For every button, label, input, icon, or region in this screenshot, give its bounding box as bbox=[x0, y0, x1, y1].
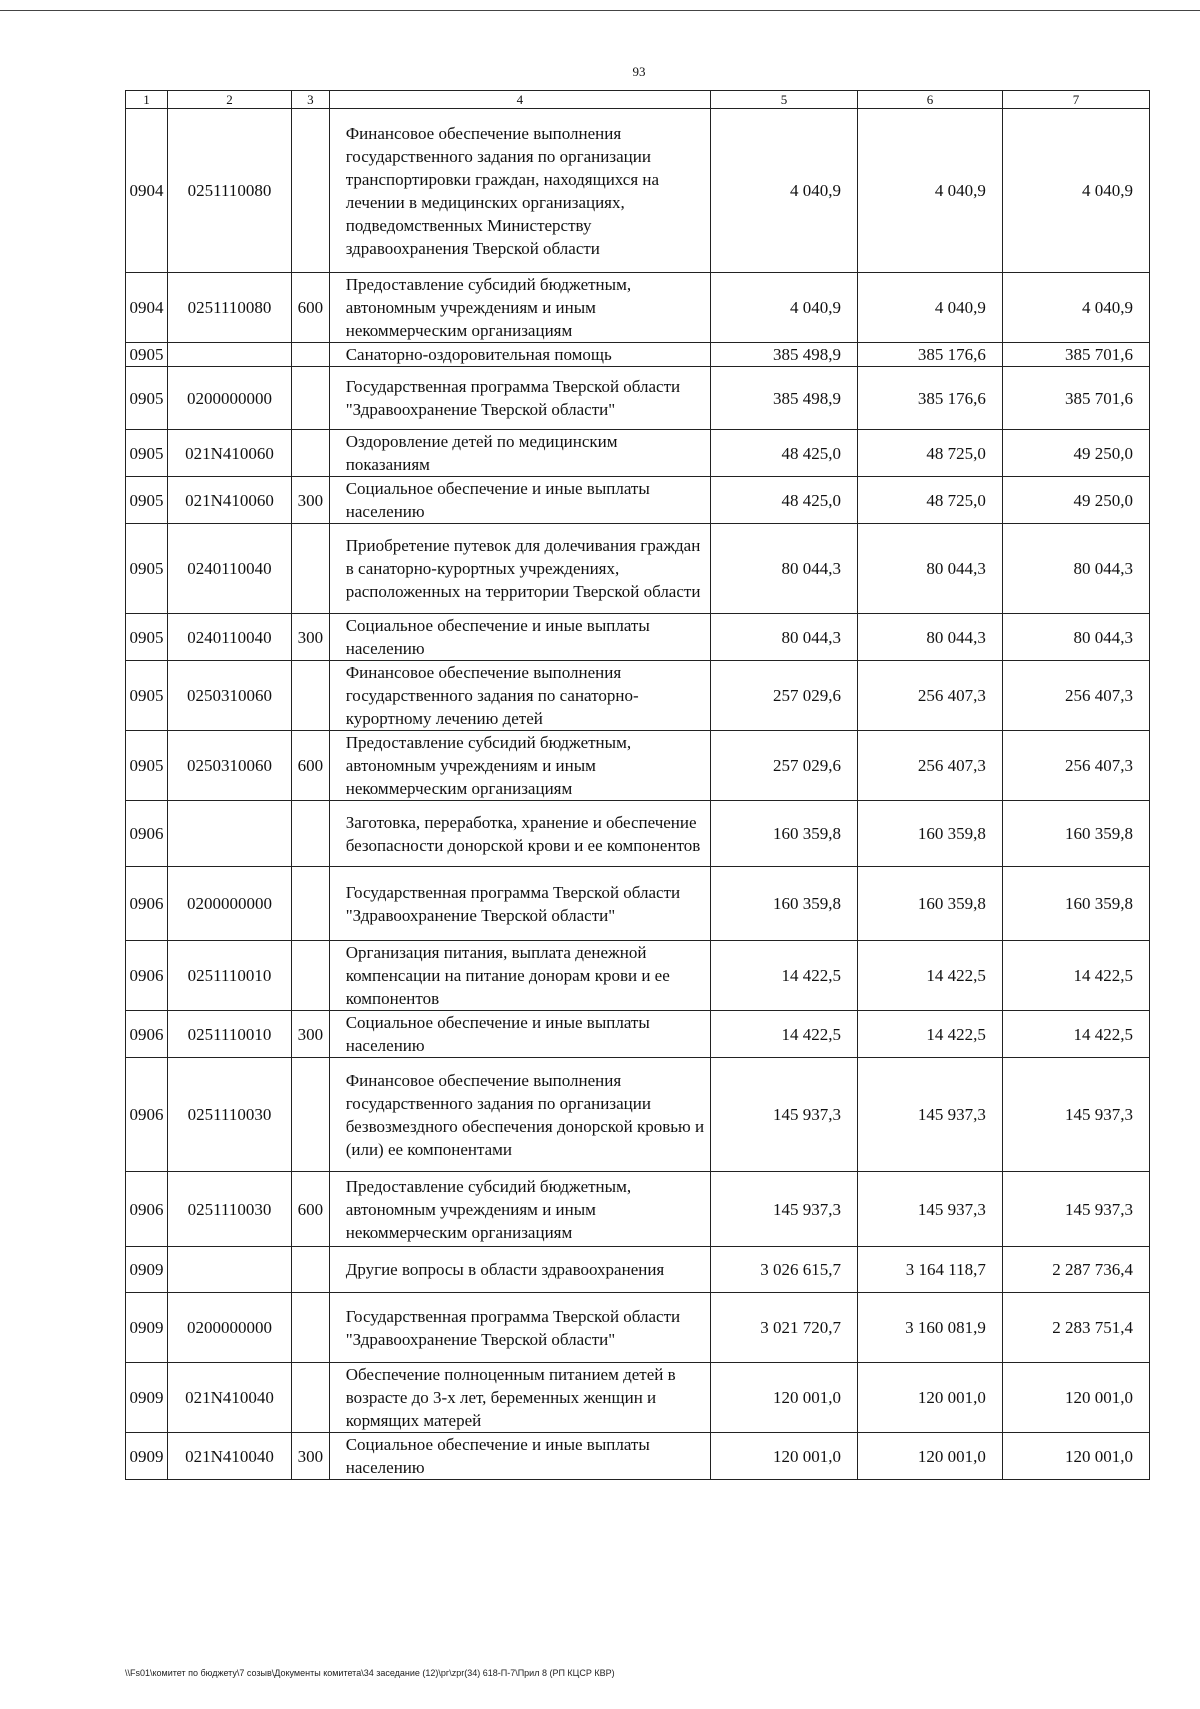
table-row bbox=[126, 1011, 1150, 1058]
cell-v3: 14 422,5 bbox=[1002, 1011, 1149, 1058]
cell-v2: 3 160 081,9 bbox=[857, 1293, 1002, 1363]
cell-v2: 145 937,3 bbox=[857, 1058, 1002, 1172]
cell-type bbox=[291, 367, 329, 430]
cell-type: 600 bbox=[291, 731, 329, 801]
cell-v1: 14 422,5 bbox=[710, 1011, 857, 1058]
cell-type: 300 bbox=[291, 1011, 329, 1058]
cell-v3: 385 701,6 bbox=[1002, 367, 1149, 430]
cell-v1: 145 937,3 bbox=[710, 1172, 857, 1247]
cell-v1: 145 937,3 bbox=[710, 1058, 857, 1172]
cell-section: 0905 bbox=[126, 367, 168, 430]
cell-code: 0250310060 bbox=[168, 731, 292, 801]
cell-name: Социальное обеспечение и иные выплаты населению bbox=[329, 1433, 710, 1480]
cell-section: 0909 bbox=[126, 1293, 168, 1363]
cell-section: 0906 bbox=[126, 1172, 168, 1247]
cell-v1: 80 044,3 bbox=[710, 524, 857, 614]
column-header: 1 bbox=[126, 91, 168, 109]
cell-v1: 3 021 720,7 bbox=[710, 1293, 857, 1363]
page-top-border bbox=[0, 10, 1200, 11]
file-path-footer: \\Fs01\комитет по бюджету\7 созыв\Документы комитета\34 заседание (12)\рг\zpr(34) 618-П-7\Прил 8 (РП КЦСР КВР) bbox=[125, 1668, 615, 1678]
cell-section: 0906 bbox=[126, 801, 168, 867]
cell-v3: 49 250,0 bbox=[1002, 430, 1149, 477]
cell-code: 021N410060 bbox=[168, 477, 292, 524]
cell-code: 0240110040 bbox=[168, 614, 292, 661]
cell-type bbox=[291, 661, 329, 731]
cell-type bbox=[291, 524, 329, 614]
cell-code: 0251110080 bbox=[168, 109, 292, 273]
cell-type bbox=[291, 430, 329, 477]
cell-code: 021N410060 bbox=[168, 430, 292, 477]
cell-v3: 145 937,3 bbox=[1002, 1172, 1149, 1247]
cell-type bbox=[291, 1363, 329, 1433]
cell-v3: 2 283 751,4 bbox=[1002, 1293, 1149, 1363]
cell-v3: 49 250,0 bbox=[1002, 477, 1149, 524]
cell-section: 0909 bbox=[126, 1363, 168, 1433]
cell-v3: 145 937,3 bbox=[1002, 1058, 1149, 1172]
cell-code: 0251110010 bbox=[168, 1011, 292, 1058]
cell-section: 0906 bbox=[126, 867, 168, 941]
cell-code bbox=[168, 801, 292, 867]
column-number-row bbox=[126, 91, 1150, 109]
cell-type bbox=[291, 867, 329, 941]
cell-section: 0909 bbox=[126, 1433, 168, 1480]
table-body bbox=[126, 109, 1150, 1480]
cell-v1: 4 040,9 bbox=[710, 109, 857, 273]
cell-code: 0251110030 bbox=[168, 1058, 292, 1172]
cell-v2: 3 164 118,7 bbox=[857, 1247, 1002, 1293]
cell-name: Заготовка, переработка, хранение и обеспечение безопасности донорской крови и ее компонентов bbox=[329, 801, 710, 867]
cell-v1: 120 001,0 bbox=[710, 1363, 857, 1433]
cell-v2: 48 725,0 bbox=[857, 430, 1002, 477]
cell-v1: 3 026 615,7 bbox=[710, 1247, 857, 1293]
column-header: 3 bbox=[291, 91, 329, 109]
cell-v3: 256 407,3 bbox=[1002, 731, 1149, 801]
table-row bbox=[126, 1058, 1150, 1172]
table-row bbox=[126, 430, 1150, 477]
cell-type bbox=[291, 941, 329, 1011]
budget-table bbox=[125, 90, 1150, 1480]
cell-code: 0251110010 bbox=[168, 941, 292, 1011]
cell-v2: 80 044,3 bbox=[857, 614, 1002, 661]
cell-type: 300 bbox=[291, 614, 329, 661]
cell-name: Оздоровление детей по медицинским показаниям bbox=[329, 430, 710, 477]
cell-name: Предоставление субсидий бюджетным, автономным учреждениям и иным некоммерческим организациям bbox=[329, 1172, 710, 1247]
table-row bbox=[126, 661, 1150, 731]
column-header: 2 bbox=[168, 91, 292, 109]
cell-section: 0904 bbox=[126, 109, 168, 273]
table-row bbox=[126, 343, 1150, 367]
cell-code: 021N410040 bbox=[168, 1433, 292, 1480]
table-row bbox=[126, 614, 1150, 661]
table-row bbox=[126, 867, 1150, 941]
cell-name: Государственная программа Тверской области "Здравоохранение Тверской области" bbox=[329, 867, 710, 941]
table-row bbox=[126, 477, 1150, 524]
cell-code: 0200000000 bbox=[168, 867, 292, 941]
cell-v2: 4 040,9 bbox=[857, 109, 1002, 273]
cell-section: 0909 bbox=[126, 1247, 168, 1293]
cell-v3: 4 040,9 bbox=[1002, 273, 1149, 343]
cell-v1: 257 029,6 bbox=[710, 661, 857, 731]
cell-name: Обеспечение полноценным питанием детей в возрасте до 3-х лет, беременных женщин и кормящих матерей bbox=[329, 1363, 710, 1433]
cell-section: 0906 bbox=[126, 1058, 168, 1172]
cell-v2: 385 176,6 bbox=[857, 343, 1002, 367]
cell-v3: 120 001,0 bbox=[1002, 1363, 1149, 1433]
page-number: 93 bbox=[632, 64, 646, 79]
cell-type: 300 bbox=[291, 477, 329, 524]
column-header: 4 bbox=[329, 91, 710, 109]
cell-code: 0251110030 bbox=[168, 1172, 292, 1247]
cell-v3: 385 701,6 bbox=[1002, 343, 1149, 367]
cell-name: Социальное обеспечение и иные выплаты населению bbox=[329, 1011, 710, 1058]
cell-code: 0251110080 bbox=[168, 273, 292, 343]
cell-code bbox=[168, 1247, 292, 1293]
cell-name: Финансовое обеспечение выполнения государственного задания по организации транспортировки граждан, находящихся на лечении в медицинских организациях, подведомственных Министерству здравоохранения Тверской области bbox=[329, 109, 710, 273]
table-row bbox=[126, 109, 1150, 273]
column-header: 7 bbox=[1002, 91, 1149, 109]
cell-v3: 4 040,9 bbox=[1002, 109, 1149, 273]
cell-v3: 160 359,8 bbox=[1002, 867, 1149, 941]
cell-name: Санаторно-оздоровительная помощь bbox=[329, 343, 710, 367]
table-row bbox=[126, 941, 1150, 1011]
cell-code: 0240110040 bbox=[168, 524, 292, 614]
cell-code: 0200000000 bbox=[168, 367, 292, 430]
cell-name: Приобретение путевок для долечивания граждан в санаторно-курортных учреждениях, расположенных на территории Тверской области bbox=[329, 524, 710, 614]
cell-type bbox=[291, 109, 329, 273]
cell-type bbox=[291, 1247, 329, 1293]
cell-type bbox=[291, 801, 329, 867]
table-row bbox=[126, 1363, 1150, 1433]
cell-v2: 256 407,3 bbox=[857, 661, 1002, 731]
cell-v1: 48 425,0 bbox=[710, 430, 857, 477]
cell-section: 0905 bbox=[126, 343, 168, 367]
cell-name: Предоставление субсидий бюджетным, автономным учреждениям и иным некоммерческим организациям bbox=[329, 273, 710, 343]
cell-section: 0905 bbox=[126, 524, 168, 614]
cell-v3: 2 287 736,4 bbox=[1002, 1247, 1149, 1293]
cell-v1: 80 044,3 bbox=[710, 614, 857, 661]
cell-v1: 160 359,8 bbox=[710, 867, 857, 941]
cell-v2: 160 359,8 bbox=[857, 801, 1002, 867]
cell-code: 021N410040 bbox=[168, 1363, 292, 1433]
table-row bbox=[126, 367, 1150, 430]
cell-name: Организация питания, выплата денежной компенсации на питание донорам крови и ее компонентов bbox=[329, 941, 710, 1011]
cell-v3: 120 001,0 bbox=[1002, 1433, 1149, 1480]
cell-v1: 257 029,6 bbox=[710, 731, 857, 801]
table-row bbox=[126, 1293, 1150, 1363]
cell-v1: 385 498,9 bbox=[710, 343, 857, 367]
table-row bbox=[126, 524, 1150, 614]
cell-v2: 120 001,0 bbox=[857, 1363, 1002, 1433]
cell-section: 0905 bbox=[126, 731, 168, 801]
cell-section: 0905 bbox=[126, 614, 168, 661]
cell-type bbox=[291, 1058, 329, 1172]
cell-v2: 160 359,8 bbox=[857, 867, 1002, 941]
cell-v1: 48 425,0 bbox=[710, 477, 857, 524]
cell-v3: 80 044,3 bbox=[1002, 524, 1149, 614]
column-header: 6 bbox=[857, 91, 1002, 109]
cell-v2: 80 044,3 bbox=[857, 524, 1002, 614]
table-row bbox=[126, 1433, 1150, 1480]
table-row bbox=[126, 1172, 1150, 1247]
cell-type: 600 bbox=[291, 273, 329, 343]
table-row bbox=[126, 1247, 1150, 1293]
cell-type: 300 bbox=[291, 1433, 329, 1480]
cell-v2: 145 937,3 bbox=[857, 1172, 1002, 1247]
cell-v1: 160 359,8 bbox=[710, 801, 857, 867]
cell-code bbox=[168, 343, 292, 367]
cell-type: 600 bbox=[291, 1172, 329, 1247]
cell-v2: 14 422,5 bbox=[857, 941, 1002, 1011]
table-row bbox=[126, 731, 1150, 801]
cell-v2: 385 176,6 bbox=[857, 367, 1002, 430]
cell-section: 0905 bbox=[126, 430, 168, 477]
cell-v1: 120 001,0 bbox=[710, 1433, 857, 1480]
cell-section: 0906 bbox=[126, 1011, 168, 1058]
cell-type bbox=[291, 1293, 329, 1363]
cell-name: Социальное обеспечение и иные выплаты населению bbox=[329, 477, 710, 524]
table-row bbox=[126, 273, 1150, 343]
cell-name: Финансовое обеспечение выполнения государственного задания по организации безвозмездного обеспечения донорской кровью и (или) ее компонентами bbox=[329, 1058, 710, 1172]
cell-name: Финансовое обеспечение выполнения государственного задания по санаторно-курортному лечению детей bbox=[329, 661, 710, 731]
cell-section: 0905 bbox=[126, 661, 168, 731]
column-header: 5 bbox=[710, 91, 857, 109]
cell-v1: 14 422,5 bbox=[710, 941, 857, 1011]
cell-v1: 4 040,9 bbox=[710, 273, 857, 343]
cell-v3: 256 407,3 bbox=[1002, 661, 1149, 731]
table-row bbox=[126, 801, 1150, 867]
cell-v2: 14 422,5 bbox=[857, 1011, 1002, 1058]
cell-v2: 120 001,0 bbox=[857, 1433, 1002, 1480]
cell-v2: 256 407,3 bbox=[857, 731, 1002, 801]
cell-section: 0905 bbox=[126, 477, 168, 524]
cell-name: Государственная программа Тверской области "Здравоохранение Тверской области" bbox=[329, 367, 710, 430]
cell-v2: 4 040,9 bbox=[857, 273, 1002, 343]
cell-v3: 160 359,8 bbox=[1002, 801, 1149, 867]
cell-section: 0904 bbox=[126, 273, 168, 343]
cell-name: Другие вопросы в области здравоохранения bbox=[329, 1247, 710, 1293]
cell-code: 0200000000 bbox=[168, 1293, 292, 1363]
cell-v3: 80 044,3 bbox=[1002, 614, 1149, 661]
cell-code: 0250310060 bbox=[168, 661, 292, 731]
cell-section: 0906 bbox=[126, 941, 168, 1011]
cell-v3: 14 422,5 bbox=[1002, 941, 1149, 1011]
cell-type bbox=[291, 343, 329, 367]
cell-v1: 385 498,9 bbox=[710, 367, 857, 430]
cell-v2: 48 725,0 bbox=[857, 477, 1002, 524]
cell-name: Предоставление субсидий бюджетным, автономным учреждениям и иным некоммерческим организациям bbox=[329, 731, 710, 801]
cell-name: Социальное обеспечение и иные выплаты населению bbox=[329, 614, 710, 661]
cell-name: Государственная программа Тверской области "Здравоохранение Тверской области" bbox=[329, 1293, 710, 1363]
